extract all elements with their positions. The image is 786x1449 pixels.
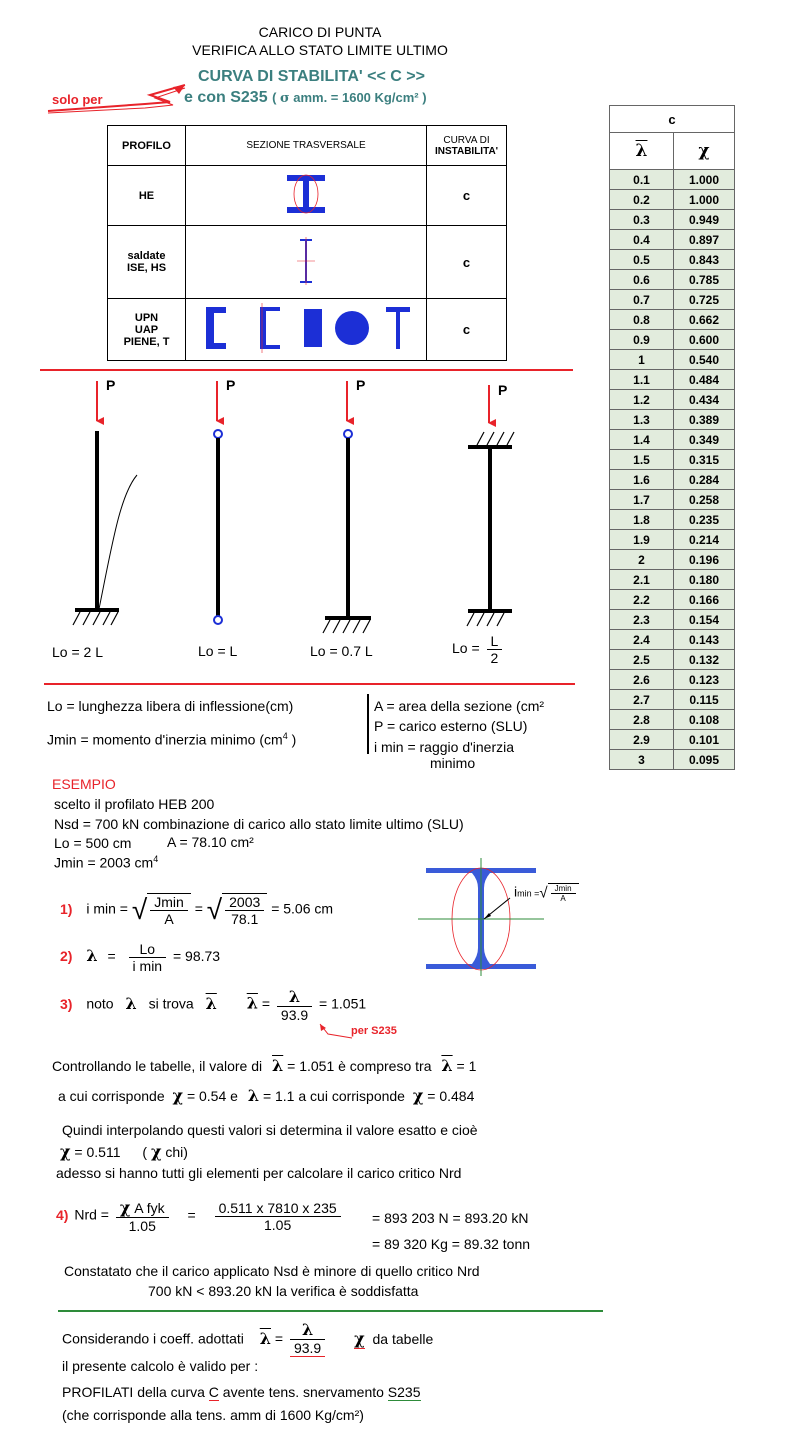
check-line-1-c: = 1 [456,1058,477,1074]
sqrt-symbol: √ [206,894,223,925]
legend-divider [367,694,369,754]
chi-value: 0.600 [674,330,735,350]
profile-table [107,125,507,361]
step-1-lhs: i min = [86,900,128,917]
chi-value: 0.389 [674,410,735,430]
step-4 [56,1198,344,1234]
chi-value: 0.180 [674,570,735,590]
chi-value: 0.115 [674,690,735,710]
table-row [610,270,735,290]
chi-value: 1.000 [674,190,735,210]
final-line-4: (che corrisponde alla tens. amm di 1600 Kg/cm²) [62,1407,364,1423]
lambda-value: 0.3 [610,210,674,230]
table-row [610,470,735,490]
lambda-value: 2.4 [610,630,674,650]
step-1-eq: = [194,900,203,917]
welded-section-cell [186,226,427,299]
chi-value: 0.484 [674,370,735,390]
title-line-2: VERIFICA ALLO STATO LIMITE ULTIMO [192,42,448,58]
step-2-number: 2) [60,948,73,965]
step-2-fraction [129,941,167,974]
lambda-bar-symbol: $\overline{\lambda}$ [259,1329,271,1348]
lambda-chi-table [609,105,735,770]
lambda-value: 2.9 [610,730,674,750]
chi-value: 0.108 [674,710,735,730]
column-pinned-pinned [214,381,222,624]
fraction-num: L [487,633,503,650]
lightning-arrow-icon [45,78,195,118]
table-row [108,226,507,299]
example-line-4-exp: 4 [153,854,159,864]
lambda-value: 2.7 [610,690,674,710]
legend-lo: Lo = lunghezza libera di inflessione(cm) [47,698,294,714]
step-4-lhs: Nrd = [74,1206,109,1223]
chi-value: 0.132 [674,650,735,670]
example-line-3a: Lo = 500 cm [54,835,132,851]
step-3-text-b: si trova [148,995,194,1012]
chi-value: 0.196 [674,550,735,570]
chi-symbol: χ [150,1142,162,1161]
chi-value: 0.123 [674,670,735,690]
check-line-2-a: a cui corrisponde [58,1088,165,1104]
table-row [108,299,507,361]
fraction-den: 78.1 [231,911,259,927]
chi-value: 1.000 [674,170,735,190]
table-row [610,410,735,430]
title-line-1: CARICO DI PUNTA [258,24,382,40]
imin-callout-fraction [551,884,576,903]
col-curva-line2: INSTABILITA' [434,145,499,157]
final-line-3-curve: C [208,1384,219,1400]
table-row [610,210,735,230]
table-row [610,310,735,330]
lambda-value: 1.4 [610,430,674,450]
lambda-value: 1.6 [610,470,674,490]
table-row [610,230,735,250]
lambda-value: 1.1 [610,370,674,390]
separator-line [44,683,575,685]
step-3-fraction [277,987,312,1023]
final-line-3-a: PROFILATI della curva [62,1384,209,1400]
final-line-1-b: da tabelle [372,1330,434,1347]
fraction-num [116,1198,169,1218]
chi-symbol: χ [119,1198,131,1217]
profile-name-line1: UPN [134,311,159,324]
lambda-symbol: λ [86,946,98,966]
col-curva-line1: CURVA DI [443,134,490,146]
lo-2l-label: Lo = 2 L [52,644,103,660]
table-row [610,570,735,590]
check-line-1-a: Controllando le tabelle, il valore di [52,1058,263,1074]
lambda-bar-symbol: $\overline{\lambda}$ [205,993,217,1013]
col-profilo: PROFILO [108,126,186,166]
check-line-2 [58,1086,474,1105]
table-row [610,450,735,470]
upn-uap-solid-sections-icon [188,301,424,355]
step-4-result-2: = 89 320 Kg = 89.32 tonn [372,1236,531,1252]
lambda-value: 0.7 [610,290,674,310]
chi-value: 0.897 [674,230,735,250]
fraction-num: λ [290,1320,325,1340]
table-row [610,750,735,770]
fraction-num-rest: A fyk [130,1200,165,1216]
legend-jmin [47,731,296,748]
lambda-value: 2.8 [610,710,674,730]
chi-value: 0.949 [674,210,735,230]
chi-value: 0.540 [674,350,735,370]
step-4-eq: = [187,1206,196,1223]
table-row [610,250,735,270]
interp-line-2-a: = 0.511 [74,1144,121,1160]
fraction-num: Jmin [551,884,576,894]
he-section-cell [186,166,427,226]
fraction-den: 1.05 [128,1218,156,1234]
separator-line [40,369,573,371]
step-3 [60,987,366,1023]
chi-value: 0.785 [674,270,735,290]
fraction-den: 2 [490,650,499,666]
lambda-bar-symbol: $\overline{\lambda}$ [272,1056,284,1075]
heb-section-sketch-icon [418,858,590,976]
legend-imin: i min = raggio d'inerzia [374,739,515,755]
lambda-bar-header: $\overline{\lambda}$ [610,133,674,170]
example-title: ESEMPIO [52,776,116,792]
final-line-1-eq: = [274,1330,284,1347]
final-line-3 [62,1384,421,1400]
table-row [108,166,507,226]
chi-symbol: χ [172,1086,184,1105]
example-line-4a: Jmin = 2003 cm [54,854,154,871]
table-row [610,630,735,650]
lo-half-label [452,633,505,666]
step-2-eq: = [107,948,116,965]
separator-line [58,1310,603,1312]
step-1 [60,893,333,927]
conclusion-line-2: 700 kN < 893.20 kN la verifica è soddisfatta [148,1283,419,1299]
curve-value: c [427,226,507,299]
col-curva [427,126,507,166]
interp-line-3: adesso si hanno tutti gli elementi per calcolare il carico critico Nrd [56,1165,462,1181]
chi-value: 0.349 [674,430,735,450]
fraction-den: 1.05 [264,1216,292,1233]
curve-value: c [427,299,507,361]
lambda-value: 0.5 [610,250,674,270]
lo-half-fraction [487,633,503,666]
table-row [610,730,735,750]
table-row [610,690,735,710]
table-row [610,590,735,610]
lambda-value: 2.1 [610,570,674,590]
curve-title: CURVA DI STABILITA' << C >> [198,68,425,85]
col-sezione: SEZIONE TRASVERSALE [186,126,427,166]
table-row [610,190,735,210]
chi-symbol: χ [354,1329,365,1348]
per-s235-note: per S235 [351,1025,397,1037]
load-label-1: P [106,377,116,393]
sqrt-symbol: √ [539,884,548,902]
legend-jmin-a: Jmin = momento d'inerzia minimo (cm [47,731,283,748]
table-row [610,330,735,350]
lambda-value: 1 [610,350,674,370]
chi-value: 0.434 [674,390,735,410]
lambda-value: 1.8 [610,510,674,530]
table-row [610,370,735,390]
profile-name-line3: PIENE, T [123,335,170,348]
legend-imin-2: minimo [430,755,476,771]
lambda-value: 3 [610,750,674,770]
steel-line-c: amm. = 1600 Kg/cm² ) [289,90,427,105]
fraction-den: 93.9 [290,1340,325,1357]
lambda-value: 2.6 [610,670,674,690]
welded-section-icon [291,236,321,286]
chi-value: 0.725 [674,290,735,310]
check-line-1-b: = 1.051 è compreso tra [287,1058,432,1074]
lambda-value: 0.6 [610,270,674,290]
fraction-den: 93.9 [280,1007,309,1023]
curve-group-header: c [610,106,735,133]
chi-value: 0.143 [674,630,735,650]
load-label-4: P [498,382,508,398]
solo-per-label: solo per [52,92,103,107]
interp-line-2-c: chi) [165,1144,188,1160]
curve-value: c [427,166,507,226]
chi-value: 0.166 [674,590,735,610]
example-line-3b: A = 78.10 cm² [167,834,254,850]
conclusion-line-1: Constatato che il carico applicato Nsd è minore di quello critico Nrd [64,1263,480,1279]
profile-name [108,299,186,361]
table-row [610,710,735,730]
fraction-den: A [560,894,566,903]
imin-callout-label: i [514,883,518,900]
lambda-value: 1.7 [610,490,674,510]
table-row [610,490,735,510]
steel-line-b: ( [272,90,281,105]
lambda-value: 2.2 [610,590,674,610]
sqrt-body-2 [222,893,267,927]
legend-jmin-b: ) [287,731,297,748]
step-4-result-1: = 893 203 N = 893.20 kN [372,1210,529,1226]
chi-header: χ [674,133,735,170]
load-label-3: P [356,377,366,393]
step-4-fraction-1 [116,1198,169,1234]
sqrt-body-1 [147,893,191,927]
lambda-value: 1.9 [610,530,674,550]
lambda-value: 0.2 [610,190,674,210]
chi-value: 0.662 [674,310,735,330]
lambda-value: 0.8 [610,310,674,330]
profile-name: HE [108,166,186,226]
profile-name-line1: saldate [127,250,166,262]
fraction-num: λ [277,987,312,1007]
chi-value: 0.284 [674,470,735,490]
legend-jmin-exp: 4 [282,731,288,741]
lambda-bar-symbol: $\overline{\lambda}$ [246,993,258,1013]
lambda-value: 1.5 [610,450,674,470]
table-row [610,170,735,190]
profile-name-line2: UAP [134,323,159,336]
step-4-number: 4) [56,1206,69,1223]
check-line-1 [52,1056,476,1075]
sqrt-body-imin [548,883,579,903]
legend-p: P = carico esterno (SLU) [374,718,528,734]
fraction-num: 2003 [225,894,264,911]
table-row [610,670,735,690]
fraction-num: 0.511 x 7810 x 235 [215,1200,341,1217]
lo-half-prefix: Lo = [452,640,480,657]
example-line-2: Nsd = 700 kN combinazione di carico allo stato limite ultimo (SLU) [54,816,464,832]
chi-value: 0.843 [674,250,735,270]
imin-callout-sub: min = [517,888,540,899]
column-pinned-fixed [323,381,371,633]
lo-l-label: Lo = L [198,643,238,659]
check-line-2-c: = 1.1 a cui corrisponde [262,1088,405,1104]
final-line-1-a: Considerando i coeff. adottati [62,1330,244,1347]
profile-name [108,226,186,299]
chi-value: 0.154 [674,610,735,630]
fraction-num: Lo [129,941,167,958]
fraction-num: Jmin [150,894,188,911]
imin-callout [514,883,579,903]
fraction-den: A [164,911,174,927]
lambda-symbol: λ [247,1086,260,1105]
lambda-value: 0.4 [610,230,674,250]
lambda-bar-symbol: $\overline{\lambda}$ [441,1056,453,1075]
table-row [610,610,735,630]
final-line-3-b: avente tens. snervamento [218,1384,388,1400]
column-fixed-fixed [467,385,514,626]
sqrt-symbol: √ [131,894,148,925]
table-row [610,650,735,670]
lambda-value: 1.3 [610,410,674,430]
column-fixed-free [73,381,137,625]
steel-line [184,89,427,107]
lambda-value: 1.2 [610,390,674,410]
table-row [610,550,735,570]
final-line-2: il presente calcolo è valido per : [62,1358,259,1374]
table-row [610,290,735,310]
lambda-value: 2 [610,550,674,570]
check-line-2-b: = 0.54 e [186,1088,238,1104]
chi-value: 0.214 [674,530,735,550]
legend-a: A = area della sezione (cm² [374,698,545,714]
open-sections-cell [186,299,427,361]
step-1-number: 1) [60,900,73,917]
table-row [610,390,735,410]
lambda-value: 2.5 [610,650,674,670]
chi-symbol: χ [60,1142,71,1161]
table-row [610,430,735,450]
step-2-result: = 98.73 [172,948,221,965]
table-row [610,510,735,530]
load-label-2: P [226,377,236,393]
sigma-symbol: σ [280,91,290,106]
chi-value: 0.095 [674,750,735,770]
example-line-1: scelto il profilato HEB 200 [54,796,215,812]
table-row [610,350,735,370]
table-row [610,530,735,550]
chi-symbol: χ [412,1086,424,1105]
step-2 [60,941,220,974]
chi-value: 0.258 [674,490,735,510]
lambda-symbol: λ [125,993,137,1013]
profile-name-line2: ISE, HS [126,262,167,274]
lambda-value: 0.9 [610,330,674,350]
lo-07l-label: Lo = 0.7 L [310,643,373,659]
final-line-3-steel: S235 [387,1384,421,1400]
lambda-value: 2.3 [610,610,674,630]
interp-line-1: Quindi interpolando questi valori si determina il valore esatto e cioè [62,1122,478,1138]
step-3-eq: = [261,995,271,1012]
check-line-2-d: = 0.484 [427,1088,475,1104]
step-4-fraction-2 [215,1200,341,1233]
final-line-1 [62,1320,433,1357]
step-1-result: = 5.06 cm [271,900,334,917]
buckling-columns-diagram [40,375,560,670]
steel-line-a: e con S235 [184,89,268,106]
interp-line-2 [60,1142,188,1161]
fraction-den: i min [132,958,163,974]
step-3-text-a: noto [86,995,114,1012]
final-fraction [290,1320,325,1357]
chi-value: 0.235 [674,510,735,530]
he-section-icon [276,169,336,219]
step-3-result: = 1.051 [319,995,367,1012]
interp-line-2-b: ( [142,1144,148,1160]
example-line-4 [54,854,158,871]
step-1-fraction-2 [225,894,264,927]
chi-value: 0.315 [674,450,735,470]
lambda-value: 0.1 [610,170,674,190]
step-1-fraction-1 [150,894,188,927]
chi-value: 0.101 [674,730,735,750]
step-3-number: 3) [60,995,73,1012]
lambda-chi-body [610,170,735,770]
